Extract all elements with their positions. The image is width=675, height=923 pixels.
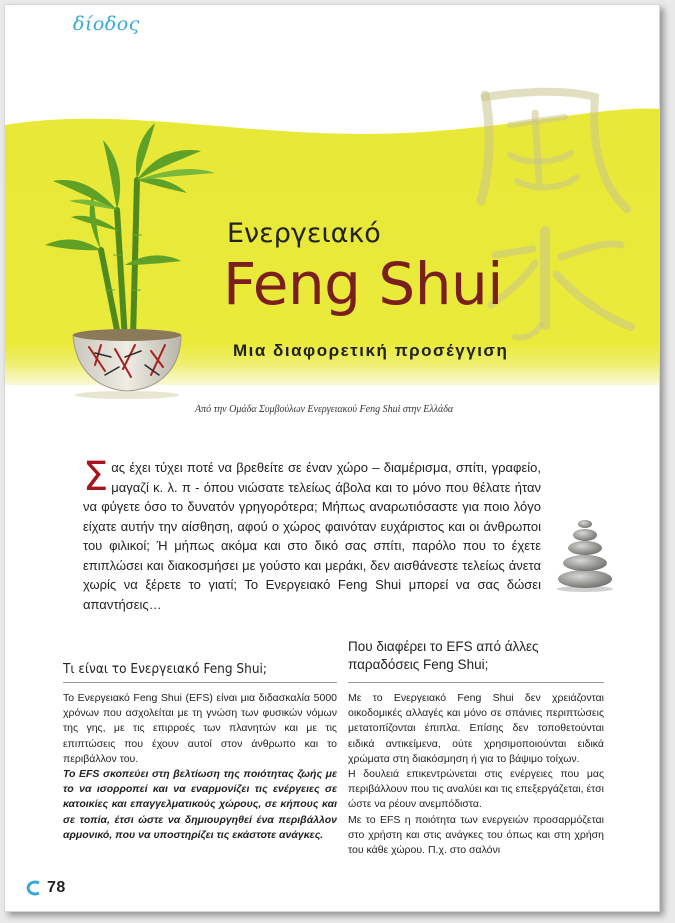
left-paragraph-1: Το Ενεργειακό Feng Shui (EFS) είναι μια διδασκαλία 5000 χρόνων που ασχολείται με τη γνώση των φυσικών νόμων της γης, με τις επιρροές των πλανητών και με τις επιπτώσεις που έχουν αυτοί στον άνθρωπο και το περιβάλλον του. xyxy=(63,692,337,765)
left-column-body xyxy=(63,691,337,843)
left-column-heading: Τι είναι το Ενεργειακό Feng Shui; xyxy=(63,661,268,677)
stacked-stones-icon xyxy=(555,517,615,595)
right-heading-rule xyxy=(348,682,604,683)
right-column-body xyxy=(348,691,604,858)
article-subtitle: Μια διαφορετική προσέγγιση xyxy=(233,341,509,360)
magazine-page xyxy=(4,4,660,912)
right-column-heading xyxy=(348,638,608,674)
article-kicker: Ενεργειακό xyxy=(227,218,381,249)
magazine-logo: δίοδος xyxy=(73,13,140,35)
right-paragraph-2: Η δουλειά επικεντρώνεται στις ενέργειες που μας περιβάλλουν που τις αναλύει και τις επεξεργάζεται, έτσι ώστε να ρέουν ανεμπόδιστα. xyxy=(348,768,604,811)
intro-paragraph xyxy=(83,454,541,614)
page-number: 78 xyxy=(47,879,66,896)
intro-text: ας έχει τύχει ποτέ να βρεθείτε σε έναν χώρο – διαμέρισμα, σπίτι, γραφείο, μαγαζί κ. λ. π - όπου νιώσατε τελείως άβολα και το μόνο που θέλατε ήταν να φύγετε όσο το δυνατόν γρηγορότερα; Μήπως αναρωτιόσαστε για ποιο λόγο είχατε αυτήν την αίσθηση, αφού ο χώρος φαινόταν ευχάριστος και οι άνθρωποι του φιλικοί; Ή μήπως ακόμα και στο δικό σας σπίτι, παρόλο που το έχετε επιπλώσει και διακοσμήσει με γούστο και μεράκι, δεν αισθάνεστε τελείως άνετα χωρίς να ξέρετε το γιατί; Το Ενεργειακό Feng Shui μπορεί να σας δώσει απαντήσεις… xyxy=(83,460,541,612)
right-paragraph-3: Με το EFS η ποιότητα των ενεργειών προσαρμόζεται στο χρήστη και στις ανάγκες του όπως και στη χρήση του κάθε χώρου. Π.χ. στο σαλόνι xyxy=(348,813,604,857)
right-heading-line2: παραδόσεις Feng Shui; xyxy=(348,657,489,672)
page-marker-icon xyxy=(25,880,43,896)
right-paragraph-1: Με το Ενεργειακό Feng Shui δεν χρειάζονται οικοδομικές αλλαγές και μόνο σε σπάνιες περιπτώσεις μετατοπίζονται έπιπλα. Επίσης δεν τοποθετούνται ειδικά αντικείμενα, ούτε χρησιμοποιούνται ειδικά χρώματα στη διακόσμηση ή για το βάψιμο τοίχων. xyxy=(348,692,604,765)
right-heading-line1: Που διαφέρει το EFS από άλλες xyxy=(348,639,539,654)
article-title: Feng Shui xyxy=(223,250,503,318)
drop-cap: Σ xyxy=(83,454,109,500)
hero-band xyxy=(5,5,660,425)
left-heading-rule xyxy=(63,682,337,683)
left-paragraph-2: Το EFS σκοπεύει στη βελτίωση της ποιότητας ζωής με το να ισορροπεί και να εναρμονίζει τις ενέργειες σε κατοικίες και επαγγελματικούς χώρους, σε κήπους και σε τοπία, έτσι ώστε να δημιουργηθεί ένα περιβάλλον αρμονικό, που να υποστηρίζει τις εκάστοτε ανάγκες. xyxy=(63,768,337,841)
article-credit: Από την Ομάδα Συμβούλων Ενεργειακού Feng Shui στην Ελλάδα xyxy=(195,404,454,415)
